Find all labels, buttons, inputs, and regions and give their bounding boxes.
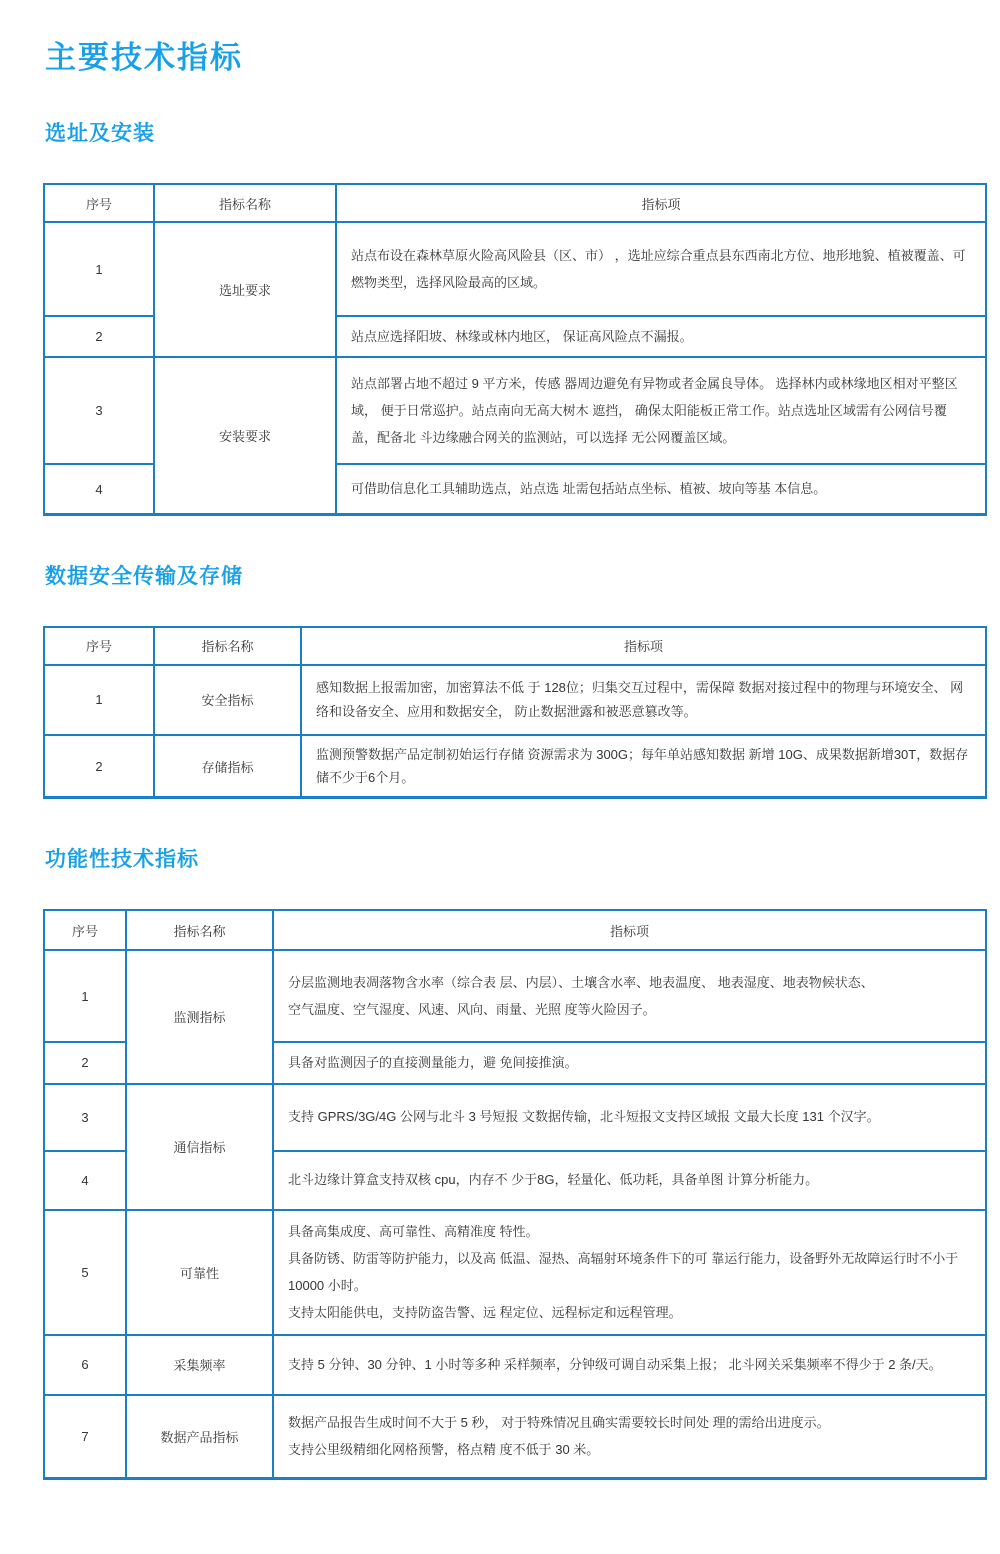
item-text: 支持 5 分钟、30 分钟、1 小时等多种 采样频率，分钟级可调自动采集上报； 北斗网关采集频率不得少于 2 条/天。 <box>288 1356 942 1372</box>
row-number-cell: 2 <box>44 735 154 798</box>
item-text: 数据产品报告生成时间不大于 5 秒， 对于特殊情况且确实需要较长时间处 理的需给出进度示。 <box>288 1415 830 1431</box>
data-security-table <box>43 626 987 800</box>
indicator-item-cell <box>336 222 986 316</box>
indicator-item-cell <box>336 464 986 514</box>
indicator-item-cell <box>273 1210 986 1335</box>
indicator-name-cell: 安全指标 <box>154 665 301 735</box>
item-text: 北斗边缘计算盒支持双核 cpu，内存不 少于8G，轻量化、低功耗，具备单图 计算分析能力。 <box>288 1172 819 1188</box>
section-heading-data-security: 数据安全传输及存储 <box>45 564 243 588</box>
header-name: 指标名称 <box>154 184 336 222</box>
row-number-cell: 4 <box>44 464 154 514</box>
item-text: 支持公里级精细化网格预警，格点精 度不低于 30 米。 <box>288 1442 600 1458</box>
table-row <box>44 1210 986 1335</box>
table-header-row <box>44 910 986 950</box>
row-number-cell: 2 <box>44 1042 126 1083</box>
item-text: 支持 GPRS/3G/4G 公网与北斗 3 号短报 文数据传输，北斗短报文支持区域报 文最大长度 131 个汉字。 <box>288 1109 880 1125</box>
section-heading-functional: 功能性技术指标 <box>45 848 199 872</box>
page-title: 主要技术指标 <box>45 40 243 75</box>
table-row <box>44 735 986 798</box>
row-number-cell: 1 <box>44 222 154 316</box>
header-item: 指标项 <box>273 910 986 950</box>
item-text: 具备防锈、防雷等防护能力，以及高 低温、湿热、高辐射环境条件下的可 靠运行能力，设备野外无故障运行时不小于10000 小时。 <box>288 1250 959 1294</box>
item-text: 站点应选择阳坡、林缘或林内地区， 保证高风险点不漏报。 <box>351 329 693 344</box>
row-number-cell: 1 <box>44 665 154 735</box>
indicator-item-cell <box>273 1042 986 1083</box>
indicator-name-cell: 采集频率 <box>126 1335 273 1395</box>
header-name: 指标名称 <box>154 627 301 665</box>
indicator-item-cell <box>273 1151 986 1210</box>
item-text: 站点布设在森林草原火险高风险县（区、市） ，选址应综合重点县东西南北方位、地形地貌、植被覆盖、可燃物类型，选择风险最高的区域。 <box>351 247 966 290</box>
item-text: 可借助信息化工具辅助选点，站点选 址需包括站点坐标、植被、坡向等基 本信息。 <box>351 481 827 497</box>
table-row <box>44 950 986 1042</box>
site-install-table <box>43 183 987 516</box>
indicator-item-cell <box>273 950 986 1042</box>
item-text: 监测预警数据产品定制初始运行存储 资源需求为 300G；每年单站感知数据 新增 10G、成果数据新增30T，数据存 储不少于6个月。 <box>316 746 969 786</box>
item-text: 具备高集成度、高可靠性、高精准度 特性。 <box>288 1223 539 1239</box>
row-number-cell: 6 <box>44 1335 126 1395</box>
indicator-item-cell <box>336 316 986 357</box>
header-no: 序号 <box>44 910 126 950</box>
row-number-cell: 4 <box>44 1151 126 1210</box>
indicator-item-cell <box>273 1084 986 1151</box>
indicator-item-cell <box>273 1395 986 1479</box>
item-text: 分层监测地表凋落物含水率（综合表 层、内层）、土壤含水率、地表温度、 地表湿度、地表物候状态、 <box>288 975 874 990</box>
functional-spec-table <box>43 909 987 1480</box>
item-text: 空气温度、空气湿度、风速、风向、雨量、光照 度等火险因子。 <box>288 1002 656 1018</box>
item-text: 站点部署占地不超过 9 平方米，传感 器周边避免有异物或者金属良导体。 选择林内或林缘地区相对平整区域， 便于日常巡护。站点南向无高大树木 遮挡， 确保太阳能板正常工作。站点选址区域需有公网信号覆盖，配备北 斗边缘融合网关的监测站，可以选择 无公网覆盖区域。 <box>351 375 958 446</box>
table-row <box>44 1395 986 1479</box>
row-number-cell: 3 <box>44 1084 126 1151</box>
indicator-name-cell: 可靠性 <box>126 1210 273 1335</box>
row-number-cell: 2 <box>44 316 154 357</box>
row-number-cell: 1 <box>44 950 126 1042</box>
table-row <box>44 1335 986 1395</box>
table-header-row <box>44 627 986 665</box>
indicator-name-cell: 监测指标 <box>126 950 273 1083</box>
table-row <box>44 665 986 735</box>
indicator-item-cell <box>301 665 986 735</box>
indicator-item-cell <box>336 357 986 464</box>
indicator-name-cell: 数据产品指标 <box>126 1395 273 1479</box>
table-row <box>44 357 986 464</box>
header-item: 指标项 <box>336 184 986 222</box>
header-name: 指标名称 <box>126 910 273 950</box>
table-header-row <box>44 184 986 222</box>
indicator-name-cell: 通信指标 <box>126 1084 273 1210</box>
indicator-name-cell: 选址要求 <box>154 222 336 357</box>
item-text: 具备对监测因子的直接测量能力，避 免间接推演。 <box>288 1055 578 1071</box>
header-no: 序号 <box>44 184 154 222</box>
row-number-cell: 7 <box>44 1395 126 1479</box>
header-item: 指标项 <box>301 627 986 665</box>
indicator-item-cell <box>301 735 986 798</box>
indicator-name-cell: 安装要求 <box>154 357 336 514</box>
row-number-cell: 3 <box>44 357 154 464</box>
indicator-name-cell: 存储指标 <box>154 735 301 798</box>
table-row <box>44 222 986 316</box>
table-row <box>44 1084 986 1151</box>
item-text: 支持太阳能供电，支持防盗告警、远 程定位、远程标定和远程管理。 <box>288 1305 682 1321</box>
header-no: 序号 <box>44 627 154 665</box>
section-heading-site-install: 选址及安装 <box>45 122 155 145</box>
row-number-cell: 5 <box>44 1210 126 1335</box>
item-text: 感知数据上报需加密，加密算法不低 于 128位；归集交互过程中，需保障 数据对接过程中的物理与环境安全、 网络和设备安全、应用和数据安全， 防止数据泄露和被恶意篡改等。 <box>316 680 964 719</box>
indicator-item-cell <box>273 1335 986 1395</box>
